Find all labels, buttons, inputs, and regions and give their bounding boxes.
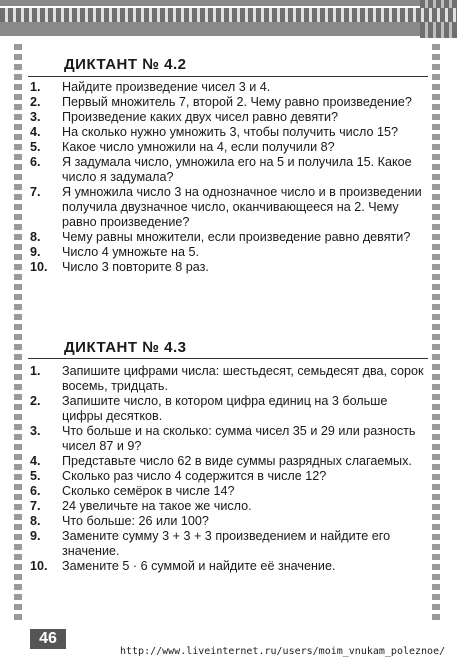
item-text: На сколько нужно умножить 3, чтобы получить число 15?: [62, 125, 399, 139]
item-text: Найдите произведение чисел 3 и 4.: [62, 80, 271, 94]
dictation-4-3-rule: [28, 358, 428, 359]
item-number: 10.: [30, 559, 48, 573]
item-text: Какое число умножили на 4, если получили 8?: [62, 140, 335, 154]
top-striped-band: [0, 20, 457, 36]
item-text: Я задумала число, умножила его на 5 и получила 15. Какое число я задумала?: [62, 155, 412, 184]
item-number: 4.: [30, 454, 41, 468]
list-item: [30, 185, 428, 230]
item-text: Сколько раз число 4 содержится в числе 12?: [62, 469, 327, 483]
item-text: Сколько семёрок в числе 14?: [62, 484, 235, 498]
list-item: [30, 484, 428, 499]
item-number: 6.: [30, 484, 41, 498]
bottom-striped-band: [0, 8, 457, 22]
item-number: 1.: [30, 364, 41, 378]
list-item: [30, 454, 428, 469]
item-text: Чему равны множители, если произведение равно девяти?: [62, 230, 411, 244]
item-number: 3.: [30, 424, 41, 438]
list-item: [30, 260, 428, 275]
page-number: 46: [30, 629, 66, 649]
list-item: [30, 499, 428, 514]
item-text: Что больше: 26 или 100?: [62, 514, 209, 528]
item-text: Число 4 умножьте на 5.: [62, 245, 199, 259]
item-number: 8.: [30, 230, 41, 244]
list-item: [30, 80, 428, 95]
item-text: Произведение каких двух чисел равно девяти?: [62, 110, 338, 124]
item-number: 5.: [30, 469, 41, 483]
item-text: Представьте число 62 в виде суммы разрядных слагаемых.: [62, 454, 412, 468]
list-item: [30, 155, 428, 185]
item-number: 10.: [30, 260, 48, 274]
item-text: Число 3 повторите 8 раз.: [62, 260, 209, 274]
list-item: [30, 95, 428, 110]
item-number: 9.: [30, 245, 41, 259]
item-number: 6.: [30, 155, 41, 169]
item-number: 8.: [30, 514, 41, 528]
item-text: Запишите цифрами числа: шестьдесят, семьдесят два, сорок восемь, тридцать.: [62, 364, 424, 393]
item-number: 3.: [30, 110, 41, 124]
list-item: [30, 364, 428, 394]
item-text: Замените 5 · 6 суммой и найдите её значение.: [62, 559, 336, 573]
item-number: 1.: [30, 80, 41, 94]
left-decorative-stripe: [14, 44, 22, 624]
item-text: Что больше и на сколько: сумма чисел 35 и 29 или разность чисел 87 и 9?: [62, 424, 416, 453]
item-text: Я умножила число 3 на однозначное число и в произведении получила двузначное число, оканчивающееся на 2. Чему равно произведение?: [62, 185, 422, 229]
list-item: [30, 230, 428, 245]
item-text: Замените сумму 3 + 3 + 3 произведением и найдите его значение.: [62, 529, 391, 558]
item-number: 4.: [30, 125, 41, 139]
item-number: 2.: [30, 394, 41, 408]
dictation-4-2-list: [30, 80, 428, 275]
list-item: [30, 110, 428, 125]
list-item: [30, 424, 428, 454]
item-number: 9.: [30, 529, 41, 543]
right-decorative-stripe: [432, 44, 440, 624]
item-text: Первый множитель 7, второй 2. Чему равно произведение?: [62, 95, 412, 109]
item-text: 24 увеличьте на такое же число.: [62, 499, 252, 513]
list-item: [30, 469, 428, 484]
dictation-4-2-title: ДИКТАНТ № 4.2: [64, 56, 187, 73]
list-item: [30, 529, 428, 559]
list-item: [30, 559, 428, 574]
footer-url[interactable]: http://www.liveinternet.ru/users/moim_vnukam_poleznoe/: [120, 646, 446, 657]
dictation-4-3-list: [30, 364, 428, 574]
top-bar: [0, 0, 457, 6]
item-number: 7.: [30, 499, 41, 513]
item-number: 2.: [30, 95, 41, 109]
dictation-4-2-rule: [28, 76, 428, 77]
item-text: Запишите число, в котором цифра единиц на 3 больше цифры десятков.: [62, 394, 388, 423]
list-item: [30, 245, 428, 260]
item-number: 5.: [30, 140, 41, 154]
dictation-4-3-title: ДИКТАНТ № 4.3: [64, 339, 187, 356]
item-number: 7.: [30, 185, 41, 199]
list-item: [30, 140, 428, 155]
list-item: [30, 514, 428, 529]
list-item: [30, 394, 428, 424]
list-item: [30, 125, 428, 140]
